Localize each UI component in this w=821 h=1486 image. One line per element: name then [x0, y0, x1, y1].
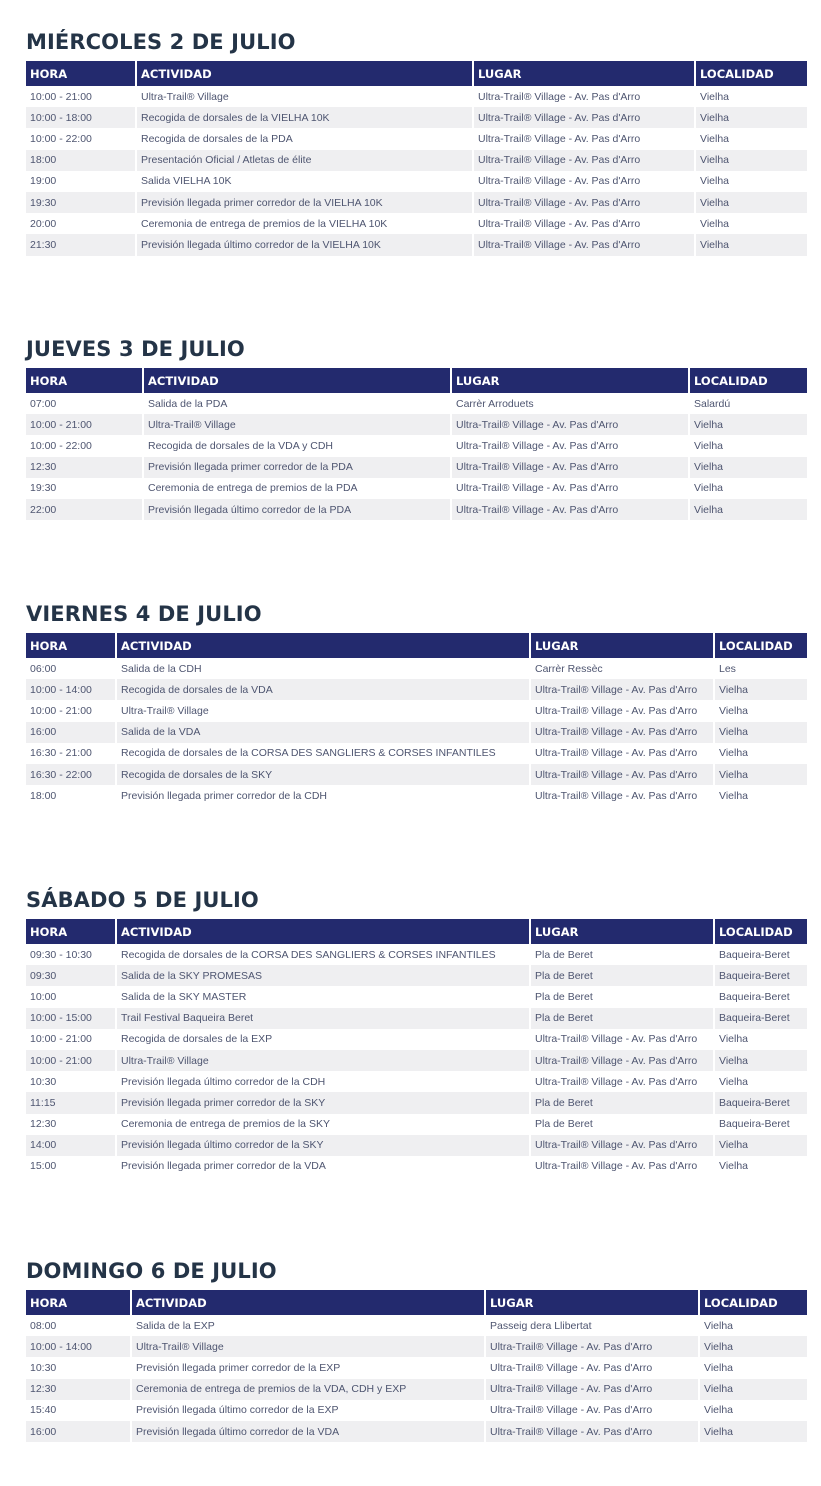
cell-actividad: Recogida de dorsales de la CORSA DES SANGLIERS & CORSES INFANTILES — [117, 743, 531, 764]
cell-localidad: Vielha — [696, 150, 807, 171]
cell-hora: 16:00 — [26, 1421, 132, 1442]
table-row — [26, 1357, 807, 1378]
cell-actividad: Trail Festival Baqueira Beret — [117, 1008, 531, 1029]
cell-localidad: Baqueira-Beret — [715, 1008, 807, 1029]
cell-lugar: Ultra-Trail® Village - Av. Pas d'Arro — [486, 1400, 700, 1421]
cell-actividad: Recogida de dorsales de la PDA — [137, 128, 474, 149]
cell-hora: 19:00 — [26, 171, 137, 192]
cell-actividad: Previsión llegada primer corredor de la PDA — [144, 457, 452, 478]
day-title: MIÉRCOLES 2 DE JULIO — [26, 30, 296, 54]
cell-localidad: Vielha — [700, 1400, 807, 1421]
table-row — [26, 743, 807, 764]
table-row — [26, 435, 807, 456]
header-localidad: LOCALIDAD — [690, 368, 807, 393]
cell-actividad: Previsión llegada último corredor de la EXP — [132, 1400, 486, 1421]
cell-localidad: Baqueira-Beret — [715, 986, 807, 1007]
header-actividad: ACTIVIDAD — [132, 1290, 486, 1315]
cell-lugar: Carrèr Ressèc — [531, 658, 715, 679]
header-lugar: LUGAR — [531, 919, 715, 944]
cell-hora: 11:15 — [26, 1092, 117, 1113]
cell-localidad: Vielha — [700, 1379, 807, 1400]
header-hora: HORA — [26, 1290, 132, 1315]
cell-hora: 19:30 — [26, 192, 137, 213]
header-actividad: ACTIVIDAD — [144, 368, 452, 393]
cell-lugar: Pla de Beret — [531, 1008, 715, 1029]
cell-actividad: Previsión llegada primer corredor de la CDH — [117, 785, 531, 806]
cell-hora: 10:30 — [26, 1071, 117, 1092]
cell-actividad: Recogida de dorsales de la VDA — [117, 679, 531, 700]
cell-lugar: Ultra-Trail® Village - Av. Pas d'Arro — [474, 107, 696, 128]
cell-localidad: Vielha — [715, 1071, 807, 1092]
cell-localidad: Vielha — [696, 192, 807, 213]
cell-hora: 08:00 — [26, 1315, 132, 1336]
table-row — [26, 1029, 807, 1050]
cell-lugar: Ultra-Trail® Village - Av. Pas d'Arro — [452, 435, 690, 456]
table-row — [26, 722, 807, 743]
table-row — [26, 171, 807, 192]
cell-lugar: Ultra-Trail® Village - Av. Pas d'Arro — [486, 1379, 700, 1400]
table-row — [26, 700, 807, 721]
header-localidad: LOCALIDAD — [715, 919, 807, 944]
cell-actividad: Ceremonia de entrega de premios de la PDA — [144, 478, 452, 499]
cell-lugar: Ultra-Trail® Village - Av. Pas d'Arro — [452, 457, 690, 478]
table-row — [26, 785, 807, 806]
cell-actividad: Ceremonia de entrega de premios de la VDA, CDH y EXP — [132, 1379, 486, 1400]
cell-actividad: Previsión llegada primer corredor de la EXP — [132, 1357, 486, 1378]
cell-actividad: Salida de la CDH — [117, 658, 531, 679]
table-row — [26, 414, 807, 435]
table-row — [26, 1071, 807, 1092]
cell-hora: 12:30 — [26, 1379, 132, 1400]
table-row — [26, 192, 807, 213]
cell-lugar: Ultra-Trail® Village - Av. Pas d'Arro — [486, 1357, 700, 1378]
cell-lugar: Ultra-Trail® Village - Av. Pas d'Arro — [474, 128, 696, 149]
header-actividad: ACTIVIDAD — [117, 919, 531, 944]
header-lugar: LUGAR — [474, 61, 696, 86]
cell-lugar: Ultra-Trail® Village - Av. Pas d'Arro — [531, 1156, 715, 1177]
table-row — [26, 986, 807, 1007]
cell-hora: 10:00 — [26, 986, 117, 1007]
cell-lugar: Pla de Beret — [531, 944, 715, 965]
cell-hora: 10:00 - 18:00 — [26, 107, 137, 128]
table-row — [26, 86, 807, 107]
table-row — [26, 478, 807, 499]
cell-hora: 21:30 — [26, 234, 137, 255]
cell-localidad: Vielha — [696, 107, 807, 128]
cell-hora: 10:30 — [26, 1357, 132, 1378]
day-section-viernes — [26, 599, 807, 806]
cell-actividad: Recogida de dorsales de la SKY — [117, 764, 531, 785]
day-section-sabado — [26, 885, 807, 1177]
day-section-domingo — [26, 1256, 807, 1442]
table-row — [26, 107, 807, 128]
cell-lugar: Ultra-Trail® Village - Av. Pas d'Arro — [531, 743, 715, 764]
cell-hora: 09:30 - 10:30 — [26, 944, 117, 965]
table-header-row — [26, 919, 807, 944]
header-lugar: LUGAR — [452, 368, 690, 393]
cell-lugar: Ultra-Trail® Village - Av. Pas d'Arro — [531, 764, 715, 785]
cell-hora: 12:30 — [26, 457, 144, 478]
cell-localidad: Vielha — [715, 785, 807, 806]
cell-lugar: Ultra-Trail® Village - Av. Pas d'Arro — [531, 1050, 715, 1071]
cell-localidad: Vielha — [696, 213, 807, 234]
cell-localidad: Vielha — [715, 1029, 807, 1050]
table-row — [26, 213, 807, 234]
cell-actividad: Salida de la SKY MASTER — [117, 986, 531, 1007]
cell-actividad: Salida de la SKY PROMESAS — [117, 965, 531, 986]
cell-localidad: Vielha — [696, 128, 807, 149]
cell-localidad: Vielha — [700, 1421, 807, 1442]
cell-actividad: Recogida de dorsales de la EXP — [117, 1029, 531, 1050]
table-row — [26, 1315, 807, 1336]
cell-lugar: Pla de Beret — [531, 1092, 715, 1113]
schedule-table — [26, 633, 807, 806]
cell-lugar: Ultra-Trail® Village - Av. Pas d'Arro — [452, 414, 690, 435]
cell-actividad: Salida VIELHA 10K — [137, 171, 474, 192]
cell-lugar: Ultra-Trail® Village - Av. Pas d'Arro — [531, 785, 715, 806]
cell-localidad: Vielha — [715, 722, 807, 743]
cell-actividad: Ultra-Trail® Village — [144, 414, 452, 435]
schedule-table — [26, 61, 807, 256]
cell-hora: 10:00 - 21:00 — [26, 86, 137, 107]
cell-lugar: Pla de Beret — [531, 986, 715, 1007]
table-row — [26, 1421, 807, 1442]
cell-lugar: Ultra-Trail® Village - Av. Pas d'Arro — [474, 150, 696, 171]
cell-hora: 09:30 — [26, 965, 117, 986]
cell-localidad: Vielha — [696, 171, 807, 192]
table-row — [26, 944, 807, 965]
cell-localidad: Vielha — [715, 1156, 807, 1177]
cell-actividad: Previsión llegada último corredor de la VIELHA 10K — [137, 234, 474, 255]
cell-lugar: Ultra-Trail® Village - Av. Pas d'Arro — [474, 213, 696, 234]
cell-hora: 10:00 - 22:00 — [26, 128, 137, 149]
header-localidad: LOCALIDAD — [696, 61, 807, 86]
cell-lugar: Ultra-Trail® Village - Av. Pas d'Arro — [531, 679, 715, 700]
cell-hora: 06:00 — [26, 658, 117, 679]
cell-lugar: Ultra-Trail® Village - Av. Pas d'Arro — [474, 171, 696, 192]
header-localidad: LOCALIDAD — [715, 633, 807, 658]
cell-hora: 10:00 - 14:00 — [26, 679, 117, 700]
cell-hora: 10:00 - 21:00 — [26, 414, 144, 435]
cell-hora: 18:00 — [26, 150, 137, 171]
cell-localidad: Les — [715, 658, 807, 679]
cell-localidad: Vielha — [690, 478, 807, 499]
cell-localidad: Baqueira-Beret — [715, 1092, 807, 1113]
cell-actividad: Previsión llegada último corredor de la SKY — [117, 1135, 531, 1156]
table-row — [26, 1008, 807, 1029]
cell-lugar: Ultra-Trail® Village - Av. Pas d'Arro — [486, 1421, 700, 1442]
cell-hora: 10:00 - 21:00 — [26, 1029, 117, 1050]
cell-actividad: Presentación Oficial / Atletas de élite — [137, 150, 474, 171]
cell-actividad: Ceremonia de entrega de premios de la VIELHA 10K — [137, 213, 474, 234]
cell-lugar: Carrèr Arroduets — [452, 393, 690, 414]
day-title: DOMINGO 6 DE JULIO — [26, 1259, 277, 1283]
day-section-jueves — [26, 334, 807, 520]
cell-lugar: Ultra-Trail® Village - Av. Pas d'Arro — [531, 1071, 715, 1092]
cell-hora: 22:00 — [26, 499, 144, 520]
cell-hora: 10:00 - 15:00 — [26, 1008, 117, 1029]
cell-hora: 16:30 - 22:00 — [26, 764, 117, 785]
schedule-table — [26, 919, 807, 1177]
cell-actividad: Recogida de dorsales de la VDA y CDH — [144, 435, 452, 456]
table-row — [26, 128, 807, 149]
cell-hora: 16:00 — [26, 722, 117, 743]
cell-localidad: Vielha — [715, 764, 807, 785]
cell-actividad: Previsión llegada primer corredor de la SKY — [117, 1092, 531, 1113]
cell-lugar: Pla de Beret — [531, 965, 715, 986]
cell-lugar: Ultra-Trail® Village - Av. Pas d'Arro — [452, 478, 690, 499]
table-header-row — [26, 1290, 807, 1315]
cell-lugar: Ultra-Trail® Village - Av. Pas d'Arro — [531, 1029, 715, 1050]
cell-lugar: Ultra-Trail® Village - Av. Pas d'Arro — [474, 86, 696, 107]
day-section-miercoles — [26, 27, 807, 256]
header-localidad: LOCALIDAD — [700, 1290, 807, 1315]
table-row — [26, 1135, 807, 1156]
table-row — [26, 764, 807, 785]
cell-localidad: Vielha — [690, 435, 807, 456]
table-row — [26, 234, 807, 255]
day-title: VIERNES 4 DE JULIO — [26, 602, 262, 626]
schedule-table — [26, 1290, 807, 1442]
cell-localidad: Vielha — [690, 457, 807, 478]
cell-hora: 15:40 — [26, 1400, 132, 1421]
cell-lugar: Ultra-Trail® Village - Av. Pas d'Arro — [531, 722, 715, 743]
cell-hora: 16:30 - 21:00 — [26, 743, 117, 764]
cell-lugar: Ultra-Trail® Village - Av. Pas d'Arro — [531, 1135, 715, 1156]
cell-actividad: Salida de la EXP — [132, 1315, 486, 1336]
cell-localidad: Baqueira-Beret — [715, 944, 807, 965]
cell-hora: 20:00 — [26, 213, 137, 234]
table-header-row — [26, 368, 807, 393]
table-header-row — [26, 61, 807, 86]
cell-hora: 10:00 - 22:00 — [26, 435, 144, 456]
cell-lugar: Ultra-Trail® Village - Av. Pas d'Arro — [452, 499, 690, 520]
day-title: SÁBADO 5 DE JULIO — [26, 888, 259, 912]
schedule-table — [26, 368, 807, 520]
cell-lugar: Ultra-Trail® Village - Av. Pas d'Arro — [486, 1336, 700, 1357]
header-lugar: LUGAR — [531, 633, 715, 658]
header-lugar: LUGAR — [486, 1290, 700, 1315]
cell-localidad: Vielha — [700, 1357, 807, 1378]
table-row — [26, 1156, 807, 1177]
cell-localidad: Vielha — [715, 700, 807, 721]
cell-localidad: Salardú — [690, 393, 807, 414]
cell-lugar: Passeig dera Llibertat — [486, 1315, 700, 1336]
cell-hora: 10:00 - 21:00 — [26, 700, 117, 721]
cell-actividad: Ultra-Trail® Village — [137, 86, 474, 107]
table-row — [26, 393, 807, 414]
cell-actividad: Salida de la PDA — [144, 393, 452, 414]
header-hora: HORA — [26, 61, 137, 86]
cell-actividad: Previsión llegada último corredor de la PDA — [144, 499, 452, 520]
cell-actividad: Recogida de dorsales de la CORSA DES SANGLIERS & CORSES INFANTILES — [117, 944, 531, 965]
cell-lugar: Ultra-Trail® Village - Av. Pas d'Arro — [531, 700, 715, 721]
cell-hora: 19:30 — [26, 478, 144, 499]
table-row — [26, 499, 807, 520]
table-row — [26, 658, 807, 679]
cell-actividad: Ultra-Trail® Village — [117, 700, 531, 721]
cell-lugar: Ultra-Trail® Village - Av. Pas d'Arro — [474, 192, 696, 213]
header-hora: HORA — [26, 919, 117, 944]
cell-hora: 18:00 — [26, 785, 117, 806]
cell-actividad: Ceremonia de entrega de premios de la SKY — [117, 1114, 531, 1135]
cell-actividad: Ultra-Trail® Village — [117, 1050, 531, 1071]
table-row — [26, 457, 807, 478]
cell-actividad: Previsión llegada último corredor de la CDH — [117, 1071, 531, 1092]
cell-localidad: Vielha — [715, 743, 807, 764]
header-actividad: ACTIVIDAD — [117, 633, 531, 658]
cell-actividad: Previsión llegada último corredor de la VDA — [132, 1421, 486, 1442]
cell-actividad: Salida de la VDA — [117, 722, 531, 743]
cell-localidad: Vielha — [696, 86, 807, 107]
table-row — [26, 965, 807, 986]
cell-localidad: Vielha — [700, 1336, 807, 1357]
cell-localidad: Vielha — [715, 1135, 807, 1156]
header-hora: HORA — [26, 633, 117, 658]
cell-localidad: Baqueira-Beret — [715, 965, 807, 986]
table-row — [26, 1379, 807, 1400]
table-row — [26, 150, 807, 171]
cell-localidad: Vielha — [690, 414, 807, 435]
table-row — [26, 1092, 807, 1113]
table-row — [26, 1050, 807, 1071]
cell-hora: 10:00 - 21:00 — [26, 1050, 117, 1071]
header-actividad: ACTIVIDAD — [137, 61, 474, 86]
cell-actividad: Ultra-Trail® Village — [132, 1336, 486, 1357]
cell-hora: 15:00 — [26, 1156, 117, 1177]
cell-localidad: Vielha — [715, 1050, 807, 1071]
cell-hora: 10:00 - 14:00 — [26, 1336, 132, 1357]
cell-localidad: Vielha — [696, 234, 807, 255]
table-header-row — [26, 633, 807, 658]
cell-localidad: Vielha — [690, 499, 807, 520]
day-title: JUEVES 3 DE JULIO — [26, 337, 245, 361]
table-row — [26, 679, 807, 700]
cell-actividad: Previsión llegada primer corredor de la VIELHA 10K — [137, 192, 474, 213]
cell-lugar: Ultra-Trail® Village - Av. Pas d'Arro — [474, 234, 696, 255]
cell-hora: 07:00 — [26, 393, 144, 414]
table-row — [26, 1114, 807, 1135]
cell-lugar: Pla de Beret — [531, 1114, 715, 1135]
cell-localidad: Vielha — [715, 679, 807, 700]
table-row — [26, 1336, 807, 1357]
cell-hora: 12:30 — [26, 1114, 117, 1135]
cell-actividad: Recogida de dorsales de la VIELHA 10K — [137, 107, 474, 128]
cell-localidad: Vielha — [700, 1315, 807, 1336]
table-row — [26, 1400, 807, 1421]
header-hora: HORA — [26, 368, 144, 393]
cell-localidad: Baqueira-Beret — [715, 1114, 807, 1135]
cell-hora: 14:00 — [26, 1135, 117, 1156]
cell-actividad: Previsión llegada primer corredor de la VDA — [117, 1156, 531, 1177]
